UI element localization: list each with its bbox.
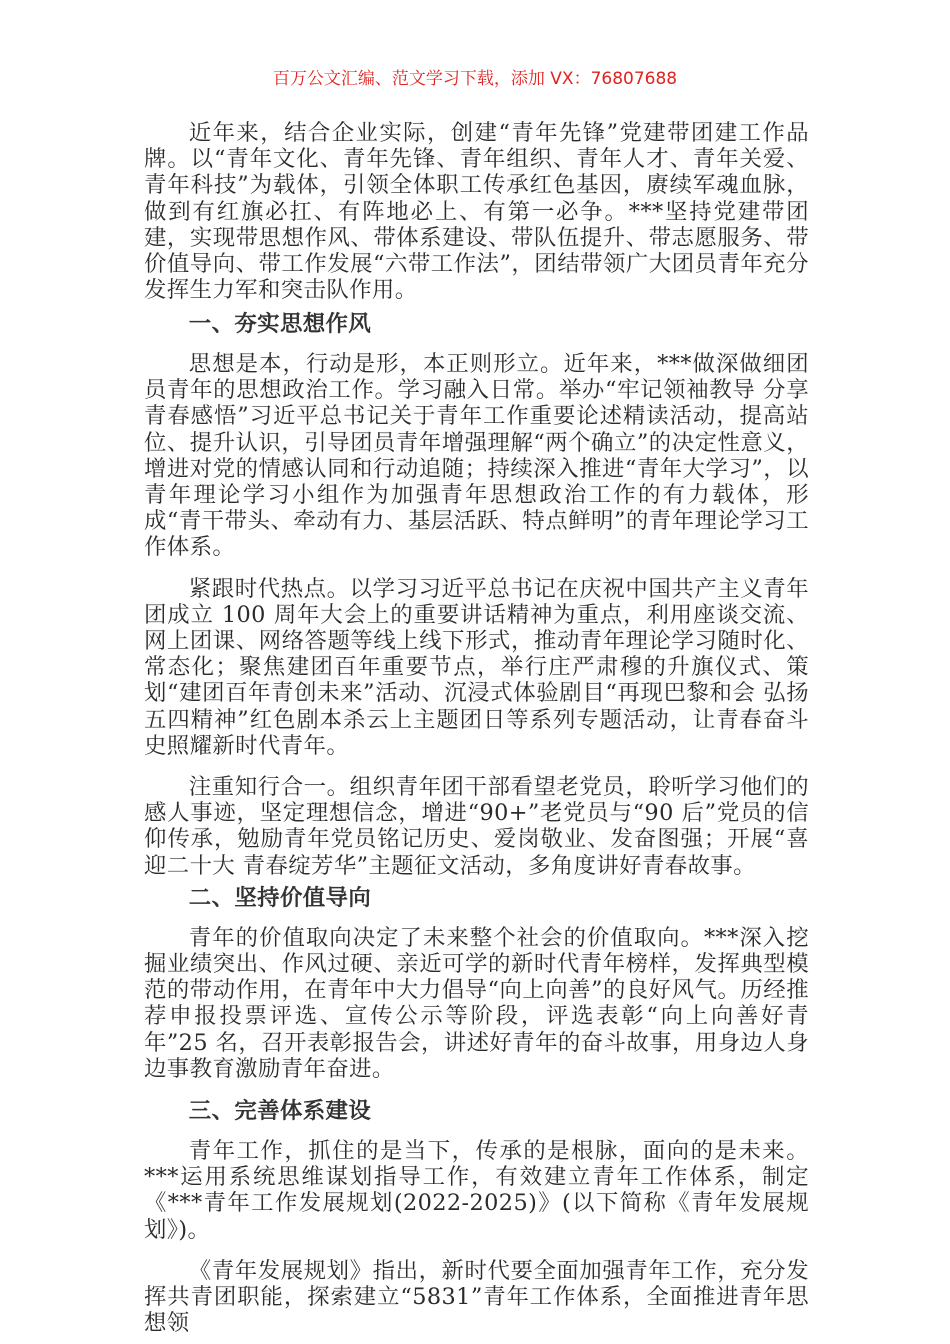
document-body (144, 120, 809, 1337)
paragraph-value: 青年的价值取向决定了未来整个社会的价值取向。***深入挖掘业绩突出、作风过硬、亲近可学的新时代青年榜样，发挥典型模范的带动作用，在青年中大力倡导“向上向善”的良好风气。历经推荐申报投票评选、宣传公示等阶段，评选表彰“向上向善好青年”25 名，召开表彰报告会，讲述好青年的奋斗故事，用身边人身边事教育激励青年奋进。 (144, 924, 809, 1082)
intro-paragraph: 近年来，结合企业实际，创建“青年先锋”党建带团建工作品牌。以“青年文化、青年先锋、青年组织、青年人才、青年关爱、青年科技”为载体，引领全体职工传承红色基因，赓续军魂血脉，做到有红旗必扛、有阵地必上、有第一必争。***坚持党建带团建，实现带思想作风、带体系建设、带队伍提升、带志愿服务、带价值导向、带工作发展“六带工作法”，团结带领广大团员青年充分发挥生力军和突击队作用。 (144, 120, 809, 304)
paragraph-system-1: 青年工作，抓住的是当下，传承的是根脉，面向的是未来。***运用系统思维谋划指导工作，有效建立青年工作体系，制定《***青年工作发展规划(2022-2025)》(以下简称《青年发展规划》)。 (144, 1138, 809, 1243)
download-banner: 百万公文汇编、范文学习下载，添加 VX：76807688 (272, 69, 678, 89)
section-heading-1: 一、夯实思想作风 (188, 311, 372, 337)
paragraph-thought-3: 注重知行合一。组织青年团干部看望老党员，聆听学习他们的感人事迹，坚定理想信念，增进“90+”老党员与“90 后”党员的信仰传承，勉励青年党员铭记历史、爱岗敬业、发奋图强；开展“喜迎二十大 青春绽芳华”主题征文活动，多角度讲好青春故事。 (144, 774, 809, 879)
paragraph-thought-1: 思想是本，行动是形，本正则形立。近年来，***做深做细团员青年的思想政治工作。学习融入日常。举办“牢记领袖教导 分享青春感悟”习近平总书记关于青年工作重要论述精读活动，提高站位、提升认识，引导团员青年增强理解“两个确立”的决定性意义，增进对党的情感认同和行动追随；持续深入推进“青年大学习”，以青年理论学习小组作为加强青年思想政治工作的有力载体，形成“青干带头、牵动有力、基层活跃、特点鲜明”的青年理论学习工作体系。 (144, 351, 809, 561)
paragraph-system-2: 《青年发展规划》指出，新时代要全面加强青年工作，充分发挥共青团职能，探索建立“5831”青年工作体系，全面推进青年思想领 (144, 1257, 809, 1337)
paragraph-thought-2: 紧跟时代热点。以学习习近平总书记在庆祝中国共产主义青年团成立 100 周年大会上的重要讲话精神为重点，利用座谈交流、网上团课、网络答题等线上线下形式，推动青年理论学习随时化、常态化；聚焦建团百年重要节点，举行庄严肃穆的升旗仪式、策划“建团百年青创未来”活动、沉浸式体验剧目“再现巴黎和会 弘扬五四精神”红色剧本杀云上主题团日等系列专题活动，让青春奋斗史照耀新时代青年。 (144, 575, 809, 759)
section-heading-3: 三、完善体系建设 (188, 1098, 372, 1125)
section-heading-2: 二、坚持价值导向 (188, 884, 372, 911)
